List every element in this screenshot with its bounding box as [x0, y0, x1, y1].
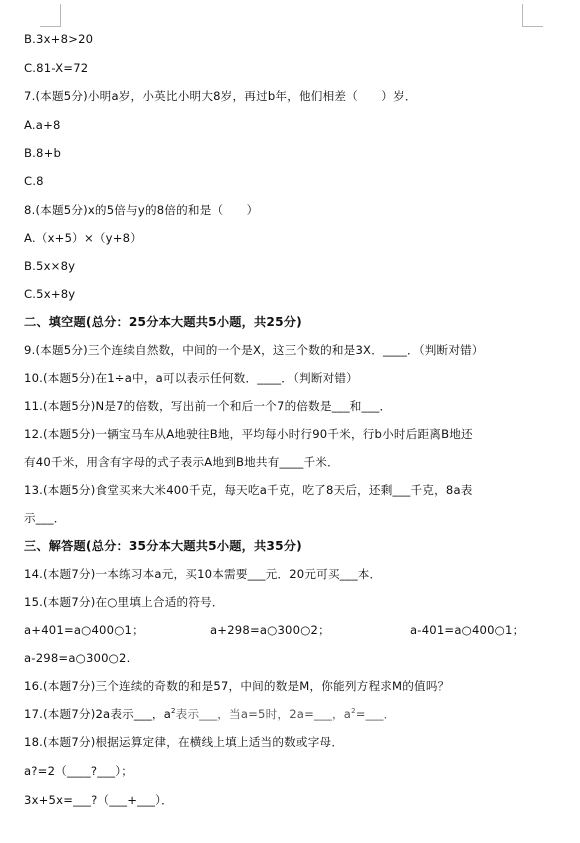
page-corner-mark-left: [40, 4, 61, 27]
q8-stem: 8.(本题5分)x的5倍与y的8倍的和是（ ）: [24, 203, 259, 217]
q7-option-b: B.8+b: [24, 146, 62, 160]
q17-part2: 表示___，当a=5时，2a=___，a: [175, 707, 352, 721]
q17-stem: [24, 706, 395, 722]
q18-stem: 18.(本题7分)根据运算定律，在横线上填上适当的数或字母．: [24, 735, 344, 749]
section-3-heading: 三、解答题(总分：35分本大题共5小题，共35分): [24, 539, 302, 553]
q18-expression-2: 3x+5x=___?（___+___）．: [24, 793, 173, 807]
q9-stem: 9.(本题5分)三个连续自然数，中间的一个是X，这三个数的和是3X．____．（判断对错）: [24, 343, 484, 357]
q6-option-c: C.81-X=72: [24, 61, 89, 75]
q16-stem: 16.(本题7分)三个连续的奇数的和是57，中间的数是M，你能列方程求M的值吗？: [24, 679, 450, 693]
section-2-heading: 二、填空题(总分：25分本大题共5小题，共25分): [24, 315, 302, 329]
q15-expression-4: a-298=a○300○2.: [24, 651, 131, 665]
q17-exponent-1: 2: [171, 707, 176, 715]
q7-option-c: C.8: [24, 174, 44, 188]
q7-option-a: A.a+8: [24, 118, 61, 132]
q8-option-b: B.5x×8y: [24, 259, 76, 273]
q18-expression-1: a?=2（____?___）；: [24, 764, 134, 778]
q12-stem-line2: 有40千米，用含有字母的式子表示A地到B地共有____千米．: [24, 455, 339, 469]
q17-exponent-2: 2: [351, 707, 356, 715]
q10-stem: 10.(本题5分)在1÷a中，a可以表示任何数．____．（判断对错）: [24, 371, 359, 385]
q15-expression-1: a+401=a○400○1；: [24, 623, 144, 637]
q13-stem-line2: 示___．: [24, 511, 66, 525]
q7-stem: 7.(本题5分)小明a岁，小英比小明大8岁，再过b年，他们相差（ ）岁．: [24, 89, 417, 103]
q8-option-a: A.（x+5）×（y+8）: [24, 231, 143, 245]
q11-stem: 11.(本题5分)N是7的倍数，写出前一个和后一个7的倍数是___和___．: [24, 399, 392, 413]
page-corner-mark-right: [522, 4, 543, 27]
q15-expression-3: a-401=a○400○1；: [410, 623, 525, 637]
q17-part3: =___．: [355, 707, 396, 721]
q8-option-c: C.5x+8y: [24, 287, 76, 301]
q12-stem-line1: 12.(本题5分)一辆宝马车从A地驶往B地，平均每小时行90千米，行b小时后距离B地还: [24, 427, 473, 441]
q14-stem: 14.(本题7分)一本练习本a元，买10本需要___元．20元可买___本．: [24, 567, 382, 581]
q17-part1: 17.(本题7分)2a表示___，a: [24, 707, 171, 721]
q13-stem-line1: 13.(本题5分)食堂买来大米400千克，每天吃a千克，吃了8天后，还剩___千克，8a表: [24, 483, 473, 497]
q15-expression-2: a+298=a○300○2；: [210, 623, 330, 637]
q15-stem: 15.(本题7分)在○里填上合适的符号．: [24, 595, 224, 609]
q6-option-b: B.3x+8>20: [24, 32, 94, 46]
